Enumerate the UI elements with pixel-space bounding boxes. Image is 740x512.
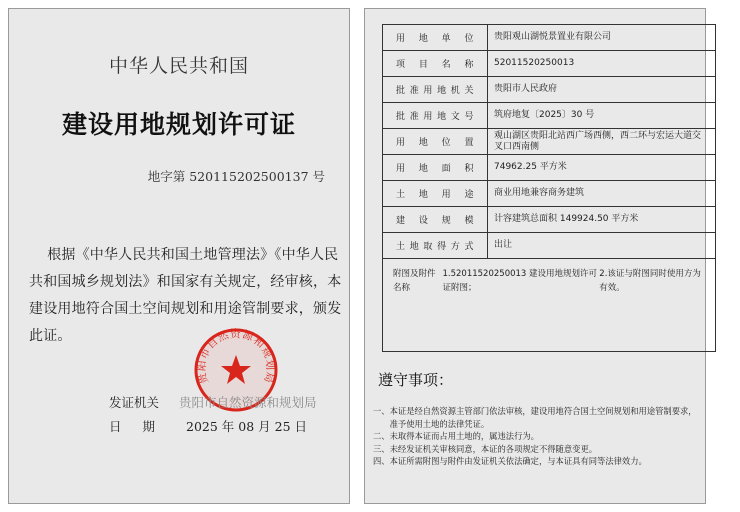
row-value: 74962.25 平方米 [494, 162, 567, 172]
date-label: 日期 [109, 419, 177, 434]
attachments-section [383, 259, 715, 351]
notice-item [373, 443, 701, 456]
table-row [383, 155, 715, 181]
issuer-value: 贵阳市自然资源和规划局 [179, 395, 317, 410]
row-value: 计容建筑总面积 149924.50 平方米 [494, 214, 639, 224]
row-label: 批 准 用 地 机 关 [396, 86, 474, 96]
attachment-item: 2.该证与附图同时使用方为有效。 [599, 269, 701, 293]
attachments-title: 附图及附件名称 [393, 269, 436, 293]
notice-number: 一、 [373, 406, 390, 416]
row-label: 土 地 取 得 方 式 [396, 242, 474, 252]
land-info-table [382, 24, 716, 352]
notice-item [373, 430, 701, 443]
notice-number: 三、 [373, 443, 390, 454]
row-value: 观山湖区贵阳北站西广场西侧，西二环与宏运大道交叉口西南侧 [494, 130, 702, 152]
notice-number: 四、 [373, 456, 390, 466]
row-label: 批 准 用 地 文 号 [396, 112, 474, 122]
row-value: 筑府地复〔2025〕30 号 [494, 110, 595, 120]
table-row [383, 51, 715, 77]
notice-text: 未取得本证而占用土地的，属违法行为。 [389, 431, 539, 441]
issue-date: 2025 年 08 月 25 日 [186, 419, 307, 434]
notice-number: 二、 [373, 431, 390, 441]
table-row [383, 181, 715, 207]
certificate-body-text: 根据《中华人民共和国土地管理法》《中华人民共和国城乡规划法》和国家有关规定，经审核，本建设用地符合国土空间规划和用途管制要求，颁发此证。 [29, 247, 342, 344]
row-label: 项 目 名 称 [396, 60, 474, 70]
notice-item [373, 405, 701, 430]
attachment-item: 1.52011520250013 建设用地规划许可证附图； [442, 269, 598, 293]
notice-text: 本证所需附图与附件由发证机关依法确定，与本证具有同等法律效力。 [389, 456, 647, 466]
notice-title: 遵守事项： [378, 371, 454, 389]
issuer-label: 发证机关 [109, 395, 160, 410]
row-label: 用 地 单 位 [396, 34, 474, 44]
table-row [383, 233, 715, 259]
row-label: 用 地 位 置 [396, 138, 474, 148]
row-value: 贵阳市人民政府 [494, 84, 558, 94]
table-row [383, 77, 715, 103]
row-label: 建 设 规 模 [396, 216, 474, 226]
row-label: 土 地 用 途 [396, 190, 474, 200]
row-label: 用 地 面 积 [396, 164, 474, 174]
certificate-number: 地字第 520115202500137 号 [147, 169, 325, 184]
row-value: 商业用地兼容商务建筑 [494, 188, 585, 198]
notice-list [373, 405, 701, 468]
notice-text: 未经发证机关审核同意，本证的各项规定不得随意变更。 [389, 443, 598, 454]
row-value: 贵阳观山湖悦景置业有限公司 [494, 32, 612, 42]
row-value: 52011520250013 [494, 58, 575, 68]
notice-item [373, 455, 701, 468]
certificate-back-page [364, 8, 706, 504]
row-value: 出让 [494, 240, 513, 250]
table-row [383, 207, 715, 233]
certificate-front-page [8, 8, 350, 504]
certificate-title: 建设用地规划许可证 [61, 110, 296, 139]
table-row [383, 25, 715, 51]
notice-text: 本证是经自然资源主管部门依法审核，建设用地符合国土空间规划和用途管制要求，准予使用土地的法律凭证。 [389, 406, 697, 429]
country-name: 中华人民共和国 [108, 55, 249, 77]
svg-text:贵阳市自然资源和规划局: 贵阳市自然资源和规划局 [195, 328, 277, 386]
table-row [383, 129, 715, 155]
table-row [383, 103, 715, 129]
